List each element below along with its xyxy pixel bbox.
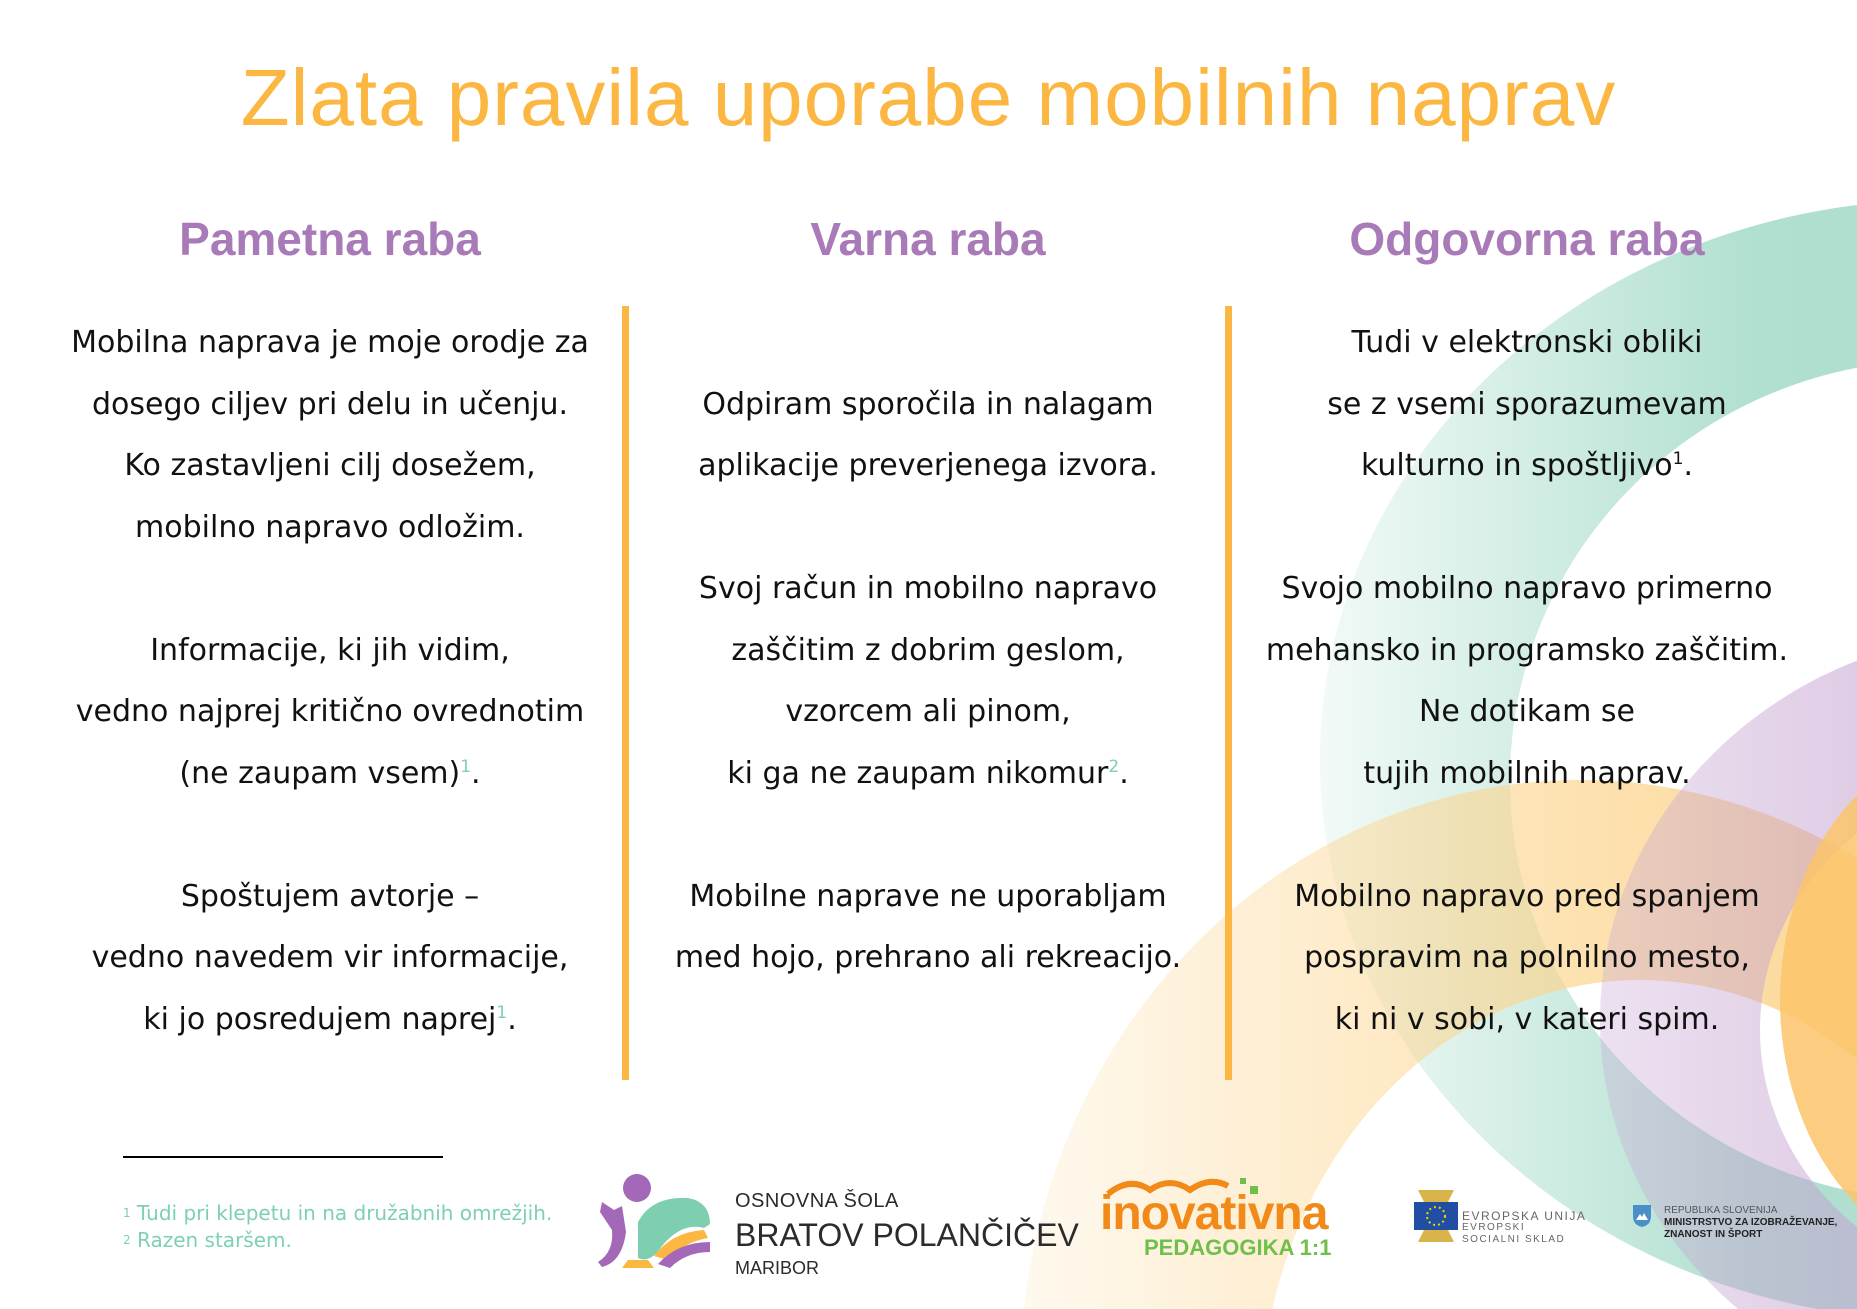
rule-text-line: Mobilne naprave ne uporabljam [689,878,1167,914]
footnotes [123,1200,552,1254]
rule-text-line: Mobilno napravo pred spanjem [1294,878,1760,914]
rule-text-line [628,312,1228,374]
rule-text-line: dosego ciljev pri delu in učenju. [91,386,569,422]
rule-text-line [1227,804,1827,866]
column-body-odgovorna-raba [1227,312,1827,1050]
rule-text-line: (ne zaupam vsem)$^1$. [179,755,481,791]
school-logo-icon [592,1172,724,1272]
slovenia-coat-of-arms-icon [1632,1204,1652,1228]
rule-text-line: Svoj račun in mobilno napravo [698,571,1158,606]
footnote-marker: 1 [496,1002,508,1023]
rule-text-line: vedno navedem vir informacije, [91,940,569,975]
rule-text-line: mobilno napravo odložim. [135,509,525,545]
rule-text-line: Tudi v elektronski obliki [1351,325,1703,360]
rule-text-line [30,558,630,620]
rule-text-line [30,804,630,866]
footnote-separator [123,1156,443,1158]
eu-logo-text: EVROPSKA UNIJA EVROPSKI SOCIALNI SKLAD [1462,1209,1587,1245]
footnote-2: $^2$ Razen staršem. [123,1228,292,1252]
footnote-marker: 2 [1108,756,1120,777]
footnote-1: $^1$ Tudi pri klepetu in na družabnih omrežjih. [123,1201,553,1225]
rule-text-line: pospravim na polnilno mesto, [1304,940,1750,975]
rule-text-line: ki ga ne zaupam nikomur$^2$. [727,755,1129,791]
rule-text-line: mehansko in programsko zaščitim. [1265,632,1789,668]
rule-text-line [628,497,1228,559]
rule-text-line: Informacije, ki jih vidim, [150,632,510,668]
column-body-pametna-raba [30,312,630,1050]
column-heading-pametna-raba: Pametna raba [179,213,481,265]
rule-text-line [1227,497,1827,559]
school-name: OSNOVNA ŠOLA BRATOV POLANČIČEV MARIBOR [735,1190,1079,1278]
rule-text-line: ki jo posredujem naprej$^1$. [143,1001,517,1037]
rule-text-line: vzorcem ali pinom, [785,694,1071,729]
ministry-logo-text: REPUBLIKA SLOVENIJA MINISTRSTVO ZA IZOBRAŽEVANJE, ZNANOST IN ŠPORT [1664,1205,1838,1240]
footnote-marker: 1 [460,756,472,777]
rule-text-line: Odpiram sporočila in nalagam [702,386,1154,422]
rule-text-line: Ko zastavljeni cilj dosežem, [124,448,536,483]
rule-text-line: zaščitim z dobrim geslom, [731,632,1125,668]
rule-text-line: Spoštujem avtorje – [180,878,480,914]
page-title: Zlata pravila uporabe mobilnih naprav [240,53,1617,142]
column-heading-odgovorna-raba: Odgovorna raba [1349,213,1705,265]
rule-text-line: Svojo mobilno napravo primerno [1281,571,1773,606]
rule-text-line: Mobilna naprava je moje orodje za [71,325,589,360]
rule-text-line: vedno najprej kritično ovrednotim [75,694,585,729]
rule-text-line: kulturno in spoštljivo$^1$. [1360,448,1694,483]
column-body-varna-raba [628,312,1228,989]
inovativna-pedagogika-logo: inovativna PEDAGOGIKA 1:1 [1100,1187,1332,1260]
column-heading-varna-raba: Varna raba [810,213,1046,265]
eu-flag-icon [1414,1188,1458,1244]
rule-text-line: tujih mobilnih naprav. [1363,755,1691,791]
footnote-marker: 1 [1672,449,1684,469]
rule-text-line: ki ni v sobi, v kateri spim. [1334,1001,1720,1037]
rule-text-line [628,804,1228,866]
rule-text-line: se z vsemi sporazumevam [1327,386,1727,422]
rule-text-line: Ne dotikam se [1418,694,1635,729]
rule-text-line: aplikacije preverjenega izvora. [698,448,1158,483]
rule-text-line: med hojo, prehrano ali rekreacijo. [674,940,1182,975]
